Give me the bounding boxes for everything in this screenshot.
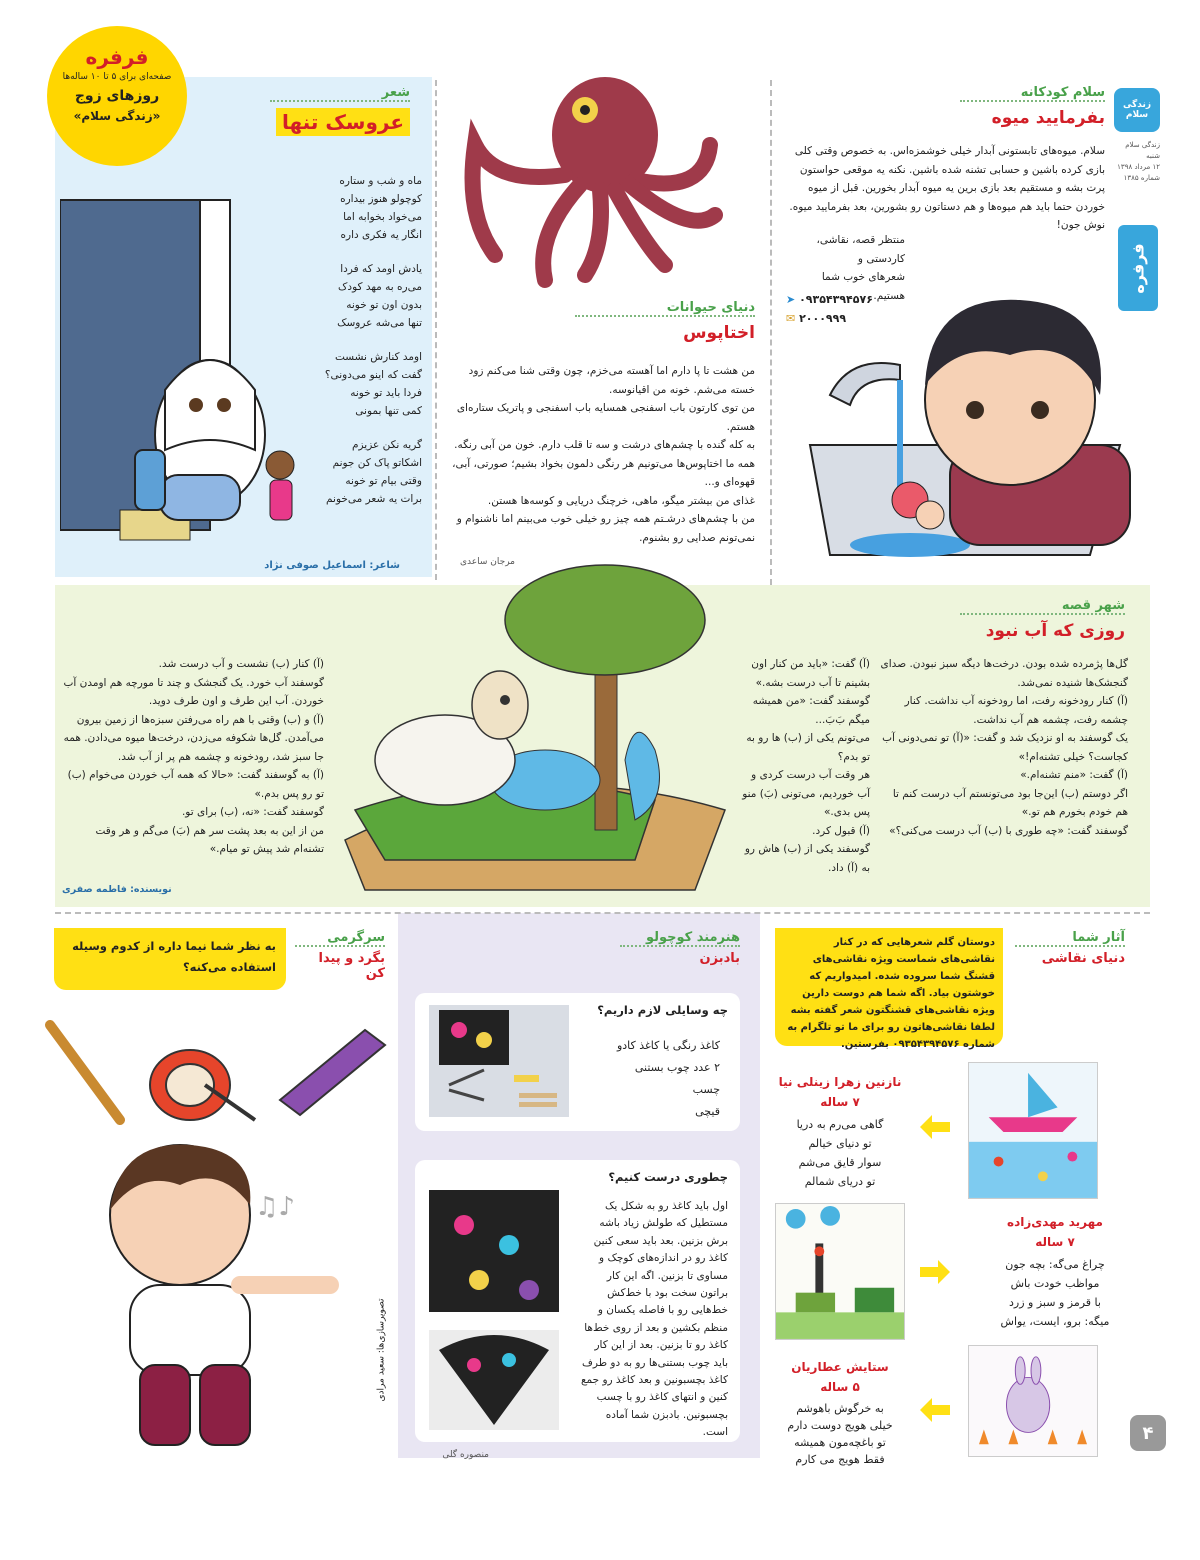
divider [1015,945,1125,947]
story-column-2: (آ) گفت: «باید من کنار اون بشینم تا آب درست بشه.» گوسفند گفت: «من همیشه میگم بَ‌بَ... می‌تونم یکی از (ب) ها رو به تو بدم؟ هر وقت آب درست کردی و آب خوردیم، می‌تونی (بَ) منو پس بدی.» (آ) قبول کرد. گوسفند یکی از (ب) هاش رو به (آ) داد. [742,658,870,874]
kid-poem: به خرگوش باهوشم خیلی هویج دوست دارم تو باغچه‌مون همیشه فقط هویج می کارم [787,1402,893,1466]
section-label: هنرمند کوچولو [645,930,740,945]
story-column-1: گل‌ها پژمرده شده بودن. درخت‌ها دیگه سبز نبودن. صدای گنجشک‌ها شنیده نمی‌شد. (آ) کنار رودخونه رفت، اما رودخونه آب نداشت. کنار چشمه رفت، چشمه هم آب نداشت. یک گوسفند به او نزدیک شد و گفت: «(آ) تو نمی‌دونی آب کجاست؟ خیلی تشنه‌ام!» (آ) گفت: «منم تشنه‌ام.» اگر دوستم (ب) این‌جا بود می‌تونستم آب درست کنم تا هم خودم بخورم هم تو.» گوسفند گفت: «چه طوری با (ب) آب درست می‌کنی؟» [880,658,1128,837]
howto-text: اول باید کاغذ رو به شکل یک مستطیل که طولش زیاد باشه برش بزنین. بعد باید سعی کنین کاغذ رو در اندازه‌های کوچک و مساوی تا بزنین. اگه این کار براتون سخت بود با خط‌کش خط‌هایی رو با فاصله یکسان و منظم بکشین و بعد از روی خط‌ها کاغذ رو تا بزنین. بعد از این کار باید چوب بستنی‌ها رو به دو طرف کاغذ بچسبونین و بعد کاغذ رو جمع کنین و انتهای کاغذ رو با چسب بچسبونین. بادبزن شما آماده است. [580,1200,728,1439]
greeting-header [960,85,1105,128]
poem-header [270,85,410,136]
kid-1-drawing [968,1062,1098,1199]
octopus-illustration [455,65,735,290]
drum-icon[interactable] [145,1030,260,1125]
fan-open-photo [429,1330,559,1430]
section-title: بفرمایید میوه [991,108,1105,128]
boy-washing-fruit-illustration [790,245,1145,575]
section-title: بگرد و پیدا کن [318,951,385,981]
section-label: سرگرمی [327,930,385,945]
issue-line: زندگی سلام [1125,141,1160,149]
fun-question-box [54,928,286,990]
arrow-left-icon [920,1115,950,1139]
divider [620,945,740,947]
divider [270,100,410,102]
issue-line: ۱۲ مرداد ۱۳۹۸ [1117,163,1160,171]
section-tab-label: فرفره [1128,242,1148,294]
animals-header [575,300,755,343]
howto-card [415,1160,740,1460]
art-intro-box [775,928,1003,1050]
badge-subtitle: صفحه‌ای برای ۵ تا ۱۰ ساله‌ها [62,72,172,82]
section-label: شهر قصه [1061,598,1125,613]
fun-question: به نظر شما نیما داره از کدوم وسیله استفاده می‌کنه؟ [72,939,276,974]
separator [55,912,1150,914]
poem-stanza: ماه و شب و ستاره کوچولو هنوز بیداره می‌خواد بخوابه اما انگار یه فکری داره [339,175,422,241]
boy-blowing-illustration [70,1125,370,1460]
kid-poem: چراغ می‌گه: بچه جون مواظب خودت باش با قرمز و سبز و زرد میگه: برو، ایست، یواش [1000,1258,1110,1328]
page-number: ۴ [1130,1415,1166,1451]
farfare-badge [47,26,187,166]
poem-stanza: اومد کنارش نشست گفت که اینو می‌دونی؟ فردا باید تو خونه کمی تنها بمونی [324,351,422,417]
arrow-left-icon [920,1398,950,1422]
materials-list [600,1035,720,1123]
kid-3-caption [770,1360,910,1468]
section-title: اختاپوس [683,323,755,343]
greeting-invite: منتظر قصه، نقاشی، کاردستی و شعرهای خوب شما هستیم. [816,234,905,302]
masthead [1112,88,1160,228]
illustrator-credit-text: تصویرسازی‌ها: سعید مرادی [376,1298,387,1402]
kid-age: ۷ ساله [1035,1235,1075,1249]
art-header [1015,930,1125,966]
badge-publisher: «زندگی سلام» [73,109,161,123]
section-title: دنیای نقاشی [1041,951,1125,966]
section-label: دنیای حیوانات [666,300,755,315]
section-title: روزی که آب نبود [985,621,1125,641]
illustrator-credit [372,1240,392,1460]
kid-poem: گاهی می‌رم به دریا تو دنیای خیالم سوار قایق می‌شم تو دریای شمالم [796,1118,884,1188]
material-item: چسب [692,1083,720,1096]
section-title: بادبزن [699,951,740,966]
craft-header [620,930,740,966]
flute-icon[interactable] [40,1020,130,1125]
sheep-and-pond-illustration [325,560,735,900]
materials-title: چه وسایلی لازم داریم؟ [597,1003,728,1017]
poem-author: شاعر: اسماعیل صوفی نژاد [264,560,400,571]
phone-number: ۰۹۳۵۴۳۹۴۵۷۶ [799,293,873,306]
kid-age: ۷ ساله [820,1095,860,1109]
divider [295,945,385,947]
kid-2-caption [990,1215,1120,1331]
materials-photo [429,1005,569,1117]
envelope-icon: ✉ [786,312,796,325]
divider [960,613,1125,615]
animals-author: مرجان ساعدی [460,557,515,567]
animals-text: من هشت تا پا دارم اما آهسته می‌خزم، چون وقتی شنا می‌کنم زود خسته می‌شم. خونه من اقیانوسه. من توی کارتون باب اسفنجی همسایه باب اسفنجی و پاتریک ستاره‌ای هستم. به کله گنده با چشم‌های درشت و سه تا قلب دارم. خون من آبی رنگه. همه ما اختاپوس‌ها می‌تونیم هر رنگی دلمون بخواد بشیم؛ صورتی، آبی، قهوه‌ای و... غذای من بیشتر میگو، ماهی، خرچنگ دریایی و کوسه‌ها هستن. من با چشم‌های درشـتم همه چیز رو خیلی خوب می‌بینم اما ناشنوام و نمی‌تونم صدایی رو بشنوم. [452,365,755,544]
howto-title: چطوری درست کنیم؟ [608,1170,728,1184]
material-item: قیچی [695,1105,720,1118]
sms-number: ۲۰۰۰۹۹۹ [799,312,847,325]
craft-author: منصوره گلی [442,1450,489,1460]
kid-age: ۵ ساله [820,1380,860,1394]
harmonica-icon[interactable] [270,1020,390,1120]
materials-card [415,993,740,1131]
issue-info [1112,140,1160,184]
kid-1-caption [770,1075,910,1191]
material-item: ۲ عدد چوب بستنی [634,1061,720,1074]
section-label: سلام کودکانه [1020,85,1105,100]
divider [575,315,755,317]
kid-name: نازنین زهرا زینلی نیا [778,1075,902,1089]
kid-2-drawing [775,1203,905,1340]
material-item: کاغذ رنگی یا کاغذ کادو [616,1039,720,1052]
story-column-3: (آ) کنار (ب) نشست و آب درست شد. گوسفند آب خورد. یک گنجشک و چند تا مورچه هم اومدن آب خوردن. آب این طرف و اون طرف دوید. (آ) و (ب) وقتی با هم راه می‌رفتن سبزه‌ها از زمین بیرون می‌آمدن. گل‌ها شکوفه می‌زدن، درخت‌ها میوه می‌دادن. همه جا سبز شد، رودخونه و چشمه هم پر از آب شد. (آ) به گوسفند گفت: «حالا که همه آب خوردن می‌خوام (ب) تو رو پس بدم.» گوسفند گفت: «نه، (ب) برای تو. من از این به بعد پشت سر هم (بَ) می‌گم و هر وقت تشنه‌ام شد پیش تو میام.» [63,658,324,855]
separator [435,80,437,580]
telegram-icon: ➤ [786,293,796,306]
girl-with-doll-illustration [60,190,295,550]
kid-name: ستایش عطاریان [791,1360,889,1374]
art-intro: دوستان گلم شعرهایی که در کنار نقاشی‌های شماست ویژه نقاشی‌های قشنگ شما سروده شده. امیدواریم که خوشتون بیاد. اگه شما هم دوست دارین ویژه نقاشی‌های قشنگتون شعر گفته بشه لطفا نقاشی‌هاتون رو برای ما تو تلگرام به شماره ۰۹۳۵۴۳۹۴۵۷۶ بفرستین. [787,937,995,1050]
issue-line: شنبه [1146,152,1160,160]
section-title: عروسک تنها [276,108,410,136]
greeting-text: سلام. میوه‌های تابستونی آبدار خیلی خوشمزه‌اس. به خصوص وقتی کلی بازی کرده باشین و حسابی تشنه شده باشین. نکنه یه موقعی حواستون پرت بشه و مستقیم بعد بازی برین یه میوه آبدار بخورین. قبل از میوه خوردن حتما باید هم میوه‌ها و هم دستاتون رو بشورین، بعد بفرمایید میوه. نوش جون! [789,145,1105,231]
magazine-logo: زندگی سلام [1114,88,1160,132]
arrow-left-icon [920,1260,950,1284]
separator [770,80,772,585]
story-author: نویسنده: فاطمه صفری [62,884,172,895]
svg-text:♪♫: ♪♫ [255,1192,295,1222]
section-label: شعر [381,85,410,100]
badge-title: فرفره [85,45,149,69]
fan-folded-photo [429,1190,559,1312]
poem-stanza: گریه نکن عزیزم اشکاتو پاک کن جونم وقتی بیام تو خونه برات یه شعر می‌خونم [326,439,422,505]
kid-name: مهرید مهدی‌زاده [1007,1215,1103,1229]
issue-line: شماره ۱۳۸۵ [1123,174,1160,182]
story-header [960,598,1125,641]
fun-header [295,930,385,981]
kid-3-drawing [968,1345,1098,1457]
divider [960,100,1105,102]
section-label: آثار شما [1072,930,1125,945]
poem-stanza: یادش اومد که فردا می‌ره به مهد کودک بدون اون تو خونه تنها می‌شه عروسک [337,263,422,329]
badge-days: روزهای زوج [74,88,160,104]
